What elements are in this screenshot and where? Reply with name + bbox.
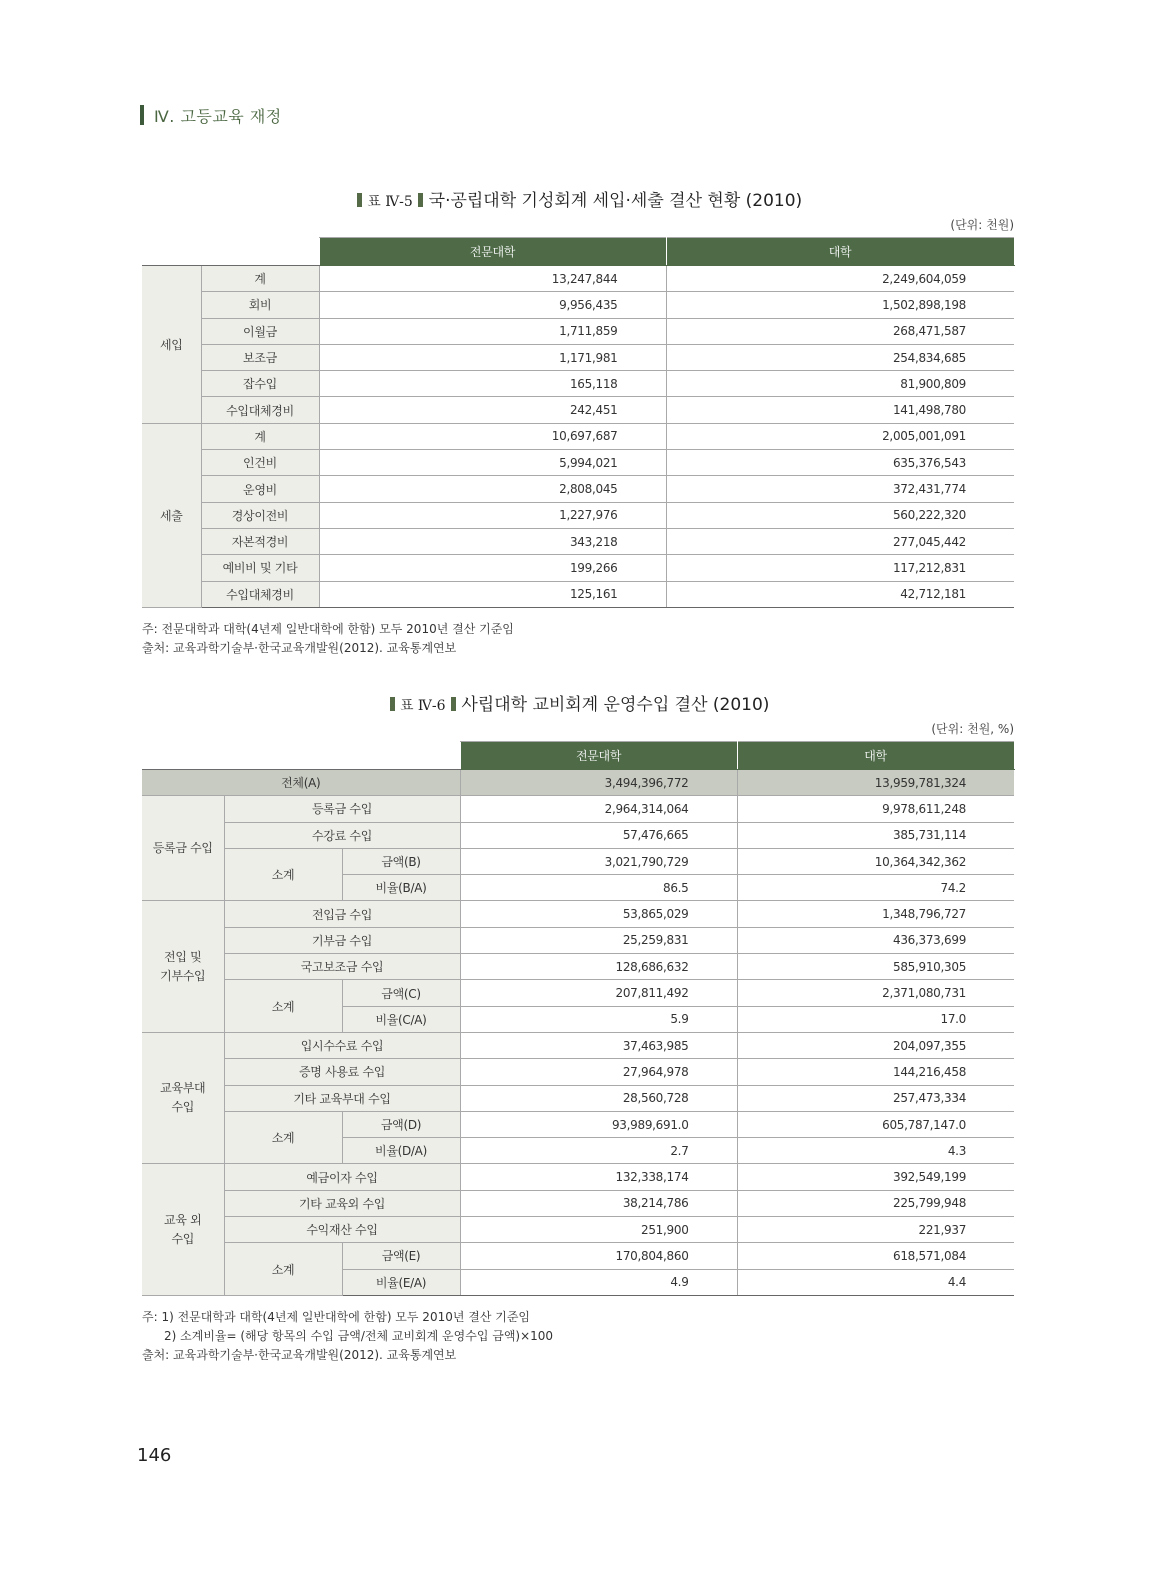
item-label: 증명 사용료 수입 — [224, 1059, 460, 1085]
table-row — [142, 954, 1014, 980]
title-marker — [390, 697, 395, 711]
note-line: 주: 전문대학과 대학(4년제 일반대학에 한함) 모두 2010년 결산 기준임 — [142, 622, 514, 636]
value-cell: 254,834,685 — [666, 344, 1014, 370]
value-cell: 5,994,021 — [319, 450, 666, 476]
value-cell: 117,212,831 — [666, 555, 1014, 581]
subtotal-item-label: 금액(D) — [342, 1111, 460, 1137]
table-row — [142, 528, 1014, 554]
row-label: 경상이전비 — [201, 502, 319, 528]
value-cell: 81,900,809 — [666, 371, 1014, 397]
value-cell: 57,476,665 — [460, 822, 737, 848]
subtotal-item-label: 금액(C) — [342, 980, 460, 1006]
total-label: 전체(A) — [142, 770, 460, 796]
column-header: 대학 — [737, 742, 1014, 770]
table-row — [142, 344, 1014, 370]
value-cell: 1,502,898,198 — [666, 292, 1014, 318]
total-value: 3,494,396,772 — [460, 770, 737, 796]
item-label: 입시수수료 수입 — [224, 1032, 460, 1058]
value-cell: 28,560,728 — [460, 1085, 737, 1111]
title-marker — [418, 193, 423, 207]
value-cell: 343,218 — [319, 528, 666, 554]
subtotal-item-label: 비율(E/A) — [342, 1269, 460, 1295]
section-title: Ⅳ. 고등교육 재정 — [154, 106, 282, 126]
table-row — [142, 927, 1014, 953]
subtotal-item-label: 금액(E) — [342, 1243, 460, 1269]
table1-unit: (단위: 천원) — [950, 218, 1014, 232]
value-cell: 1,227,976 — [319, 502, 666, 528]
page-number: 146 — [137, 1445, 172, 1466]
value-cell: 605,787,147.0 — [737, 1111, 1014, 1137]
group-label: 세입 — [142, 266, 201, 424]
subtotal-item-label: 비율(C/A) — [342, 1006, 460, 1032]
row-label: 운영비 — [201, 476, 319, 502]
row-label: 계 — [201, 423, 319, 449]
value-cell: 5.9 — [460, 1006, 737, 1032]
value-cell: 4.9 — [460, 1269, 737, 1295]
subtotal-row — [142, 1111, 1014, 1137]
column-header: 전문대학 — [460, 742, 737, 770]
table2 — [142, 741, 1015, 1296]
value-cell: 251,900 — [460, 1217, 737, 1243]
row-label: 수입대체경비 — [201, 581, 319, 607]
value-cell: 42,712,181 — [666, 581, 1014, 607]
table-row — [142, 822, 1014, 848]
table1-title-text: 국·공립대학 기성회계 세입·세출 결산 현황 (2010) — [428, 191, 803, 211]
subtotal-label: 소계 — [224, 1243, 342, 1296]
value-cell: 392,549,199 — [737, 1164, 1014, 1190]
value-cell: 9,956,435 — [319, 292, 666, 318]
item-label: 기타 교육부대 수입 — [224, 1085, 460, 1111]
group-label: 교육부대 수입 — [142, 1032, 224, 1163]
value-cell: 9,978,611,248 — [737, 796, 1014, 822]
title-marker — [451, 697, 456, 711]
row-label: 회비 — [201, 292, 319, 318]
header-blank — [142, 742, 460, 770]
table-row — [142, 397, 1014, 423]
row-label: 보조금 — [201, 344, 319, 370]
note-line: 2) 소계비율= (해당 항목의 수입 금액/전체 교비회계 운영수입 금액)×100 — [164, 1329, 554, 1343]
value-cell: 4.4 — [737, 1269, 1014, 1295]
table-row — [142, 581, 1014, 607]
value-cell: 372,431,774 — [666, 476, 1014, 502]
subtotal-label: 소계 — [224, 848, 342, 901]
value-cell: 1,171,981 — [319, 344, 666, 370]
value-cell: 1,711,859 — [319, 318, 666, 344]
value-cell: 635,376,543 — [666, 450, 1014, 476]
table-row — [142, 371, 1014, 397]
value-cell: 436,373,699 — [737, 927, 1014, 953]
value-cell: 25,259,831 — [460, 927, 737, 953]
row-label: 자본적경비 — [201, 528, 319, 554]
subtotal-row — [142, 1243, 1014, 1269]
table-row — [142, 266, 1014, 292]
value-cell: 10,364,342,362 — [737, 848, 1014, 874]
value-cell: 165,118 — [319, 371, 666, 397]
value-cell: 2,005,001,091 — [666, 423, 1014, 449]
value-cell: 221,937 — [737, 1217, 1014, 1243]
table-row — [142, 555, 1014, 581]
table1-notes — [142, 620, 514, 658]
value-cell: 128,686,632 — [460, 954, 737, 980]
value-cell: 144,216,458 — [737, 1059, 1014, 1085]
value-cell: 17.0 — [737, 1006, 1014, 1032]
table-row — [142, 318, 1014, 344]
item-label: 국고보조금 수입 — [224, 954, 460, 980]
value-cell: 13,247,844 — [319, 266, 666, 292]
section-bar — [140, 105, 144, 125]
subtotal-item-label: 금액(B) — [342, 848, 460, 874]
value-cell: 86.5 — [460, 875, 737, 901]
item-label: 기타 교육외 수입 — [224, 1190, 460, 1216]
item-label: 수강료 수입 — [224, 822, 460, 848]
source-line: 출처: 교육과학기술부·한국교육개발원(2012). 교육통계연보 — [142, 1348, 457, 1362]
row-label: 이월금 — [201, 318, 319, 344]
value-cell: 10,697,687 — [319, 423, 666, 449]
table2-label: 표 Ⅳ-6 — [399, 698, 446, 714]
subtotal-label: 소계 — [224, 980, 342, 1033]
table-row — [142, 1164, 1014, 1190]
total-value: 13,959,781,324 — [737, 770, 1014, 796]
table2-title — [0, 690, 1159, 715]
value-cell: 618,571,084 — [737, 1243, 1014, 1269]
table-row — [142, 502, 1014, 528]
table2-notes — [142, 1308, 553, 1365]
row-label: 인건비 — [201, 450, 319, 476]
group-label: 등록금 수입 — [142, 796, 224, 901]
subtotal-row — [142, 980, 1014, 1006]
value-cell: 74.2 — [737, 875, 1014, 901]
row-label: 잡수입 — [201, 371, 319, 397]
value-cell: 385,731,114 — [737, 822, 1014, 848]
column-header: 대학 — [666, 238, 1014, 266]
value-cell: 225,799,948 — [737, 1190, 1014, 1216]
table1-title — [0, 186, 1159, 211]
value-cell: 585,910,305 — [737, 954, 1014, 980]
header-row — [142, 742, 1014, 770]
value-cell: 268,471,587 — [666, 318, 1014, 344]
value-cell: 170,804,860 — [460, 1243, 737, 1269]
item-label: 등록금 수입 — [224, 796, 460, 822]
column-header: 전문대학 — [319, 238, 666, 266]
value-cell: 141,498,780 — [666, 397, 1014, 423]
value-cell: 204,097,355 — [737, 1032, 1014, 1058]
item-label: 수익재산 수입 — [224, 1217, 460, 1243]
subtotal-item-label: 비율(B/A) — [342, 875, 460, 901]
value-cell: 38,214,786 — [460, 1190, 737, 1216]
value-cell: 132,338,174 — [460, 1164, 737, 1190]
value-cell: 37,463,985 — [460, 1032, 737, 1058]
table2-unit: (단위: 천원, %) — [931, 722, 1014, 736]
total-row — [142, 770, 1014, 796]
value-cell: 93,989,691.0 — [460, 1111, 737, 1137]
value-cell: 199,266 — [319, 555, 666, 581]
table-row — [142, 796, 1014, 822]
value-cell: 2,808,045 — [319, 476, 666, 502]
value-cell: 3,021,790,729 — [460, 848, 737, 874]
value-cell: 4.3 — [737, 1138, 1014, 1164]
table-row — [142, 1032, 1014, 1058]
table1 — [142, 237, 1015, 608]
table-row — [142, 450, 1014, 476]
value-cell: 277,045,442 — [666, 528, 1014, 554]
group-label: 전입 및 기부수입 — [142, 901, 224, 1032]
value-cell: 2,249,604,059 — [666, 266, 1014, 292]
source-line: 출처: 교육과학기술부·한국교육개발원(2012). 교육통계연보 — [142, 641, 457, 655]
value-cell: 125,161 — [319, 581, 666, 607]
subtotal-label: 소계 — [224, 1111, 342, 1164]
table2-title-text: 사립대학 교비회계 운영수입 결산 (2010) — [461, 695, 770, 715]
item-label: 기부금 수입 — [224, 927, 460, 953]
value-cell: 2,964,314,064 — [460, 796, 737, 822]
title-marker — [357, 193, 362, 207]
row-label: 수입대체경비 — [201, 397, 319, 423]
group-label: 교육 외 수입 — [142, 1164, 224, 1295]
value-cell: 2.7 — [460, 1138, 737, 1164]
header-blank — [142, 238, 319, 266]
value-cell: 257,473,334 — [737, 1085, 1014, 1111]
section-header — [140, 104, 282, 126]
table-row — [142, 423, 1014, 449]
table-row — [142, 292, 1014, 318]
table-row — [142, 1190, 1014, 1216]
value-cell: 1,348,796,727 — [737, 901, 1014, 927]
row-label: 예비비 및 기타 — [201, 555, 319, 581]
value-cell: 242,451 — [319, 397, 666, 423]
value-cell: 560,222,320 — [666, 502, 1014, 528]
header-row — [142, 238, 1014, 266]
item-label: 전입금 수입 — [224, 901, 460, 927]
row-label: 계 — [201, 266, 319, 292]
table-row — [142, 1085, 1014, 1111]
table-row — [142, 1059, 1014, 1085]
table1-label: 표 Ⅳ-5 — [367, 194, 413, 210]
table-row — [142, 476, 1014, 502]
value-cell: 27,964,978 — [460, 1059, 737, 1085]
table-row — [142, 901, 1014, 927]
value-cell: 207,811,492 — [460, 980, 737, 1006]
value-cell: 53,865,029 — [460, 901, 737, 927]
group-label: 세출 — [142, 423, 201, 607]
note-line: 주: 1) 전문대학과 대학(4년제 일반대학에 한함) 모두 2010년 결산 기준임 — [142, 1310, 531, 1324]
subtotal-item-label: 비율(D/A) — [342, 1138, 460, 1164]
table-row — [142, 1217, 1014, 1243]
item-label: 예금이자 수입 — [224, 1164, 460, 1190]
value-cell: 2,371,080,731 — [737, 980, 1014, 1006]
subtotal-row — [142, 848, 1014, 874]
